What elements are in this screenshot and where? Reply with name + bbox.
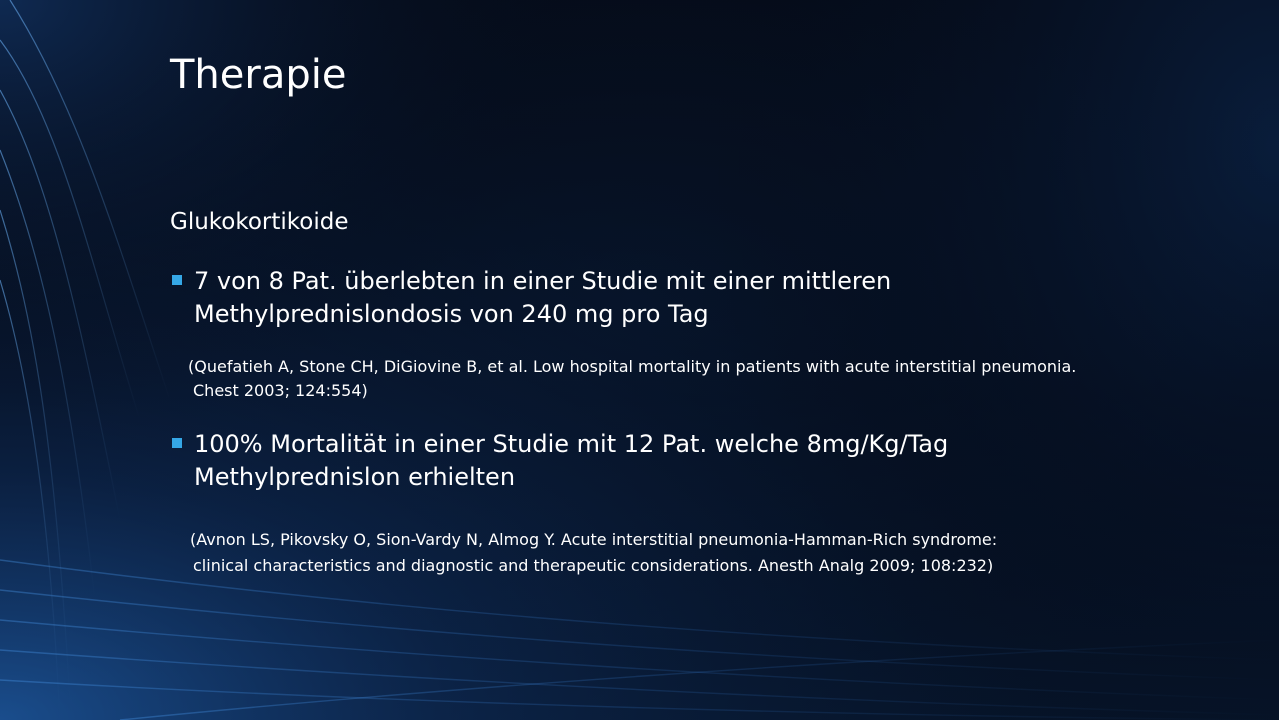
section-heading: Glukokortikoide xyxy=(170,209,349,235)
reference-citation: Chest 2003; 124:554) xyxy=(193,381,368,400)
bullet-text-line: Methylprednislondosis von 240 mg pro Tag xyxy=(194,300,709,328)
bullet-text-line: 7 von 8 Pat. überlebten in einer Studie mit einer mittleren xyxy=(194,267,892,295)
bullet-square-icon xyxy=(172,438,182,448)
bullet-text-line: Methylprednislon erhielten xyxy=(194,463,516,491)
bullet-text-line: 100% Mortalität in einer Studie mit 12 Pat. welche 8mg/Kg/Tag xyxy=(194,430,949,458)
bullet-square-icon xyxy=(172,275,182,285)
reference-citation: (Avnon LS, Pikovsky O, Sion-Vardy N, Almog Y. Acute interstitial pneumonia-Hamman-Rich syndrome: xyxy=(190,530,998,549)
reference-citation: clinical characteristics and diagnostic and therapeutic considerations. Anesth Analg 2009; 108:232) xyxy=(193,556,994,575)
reference-citation: (Quefatieh A, Stone CH, DiGiovine B, et al. Low hospital mortality in patients with acute interstitial pneumonia. xyxy=(188,357,1077,376)
slide-title: Therapie xyxy=(170,52,347,98)
